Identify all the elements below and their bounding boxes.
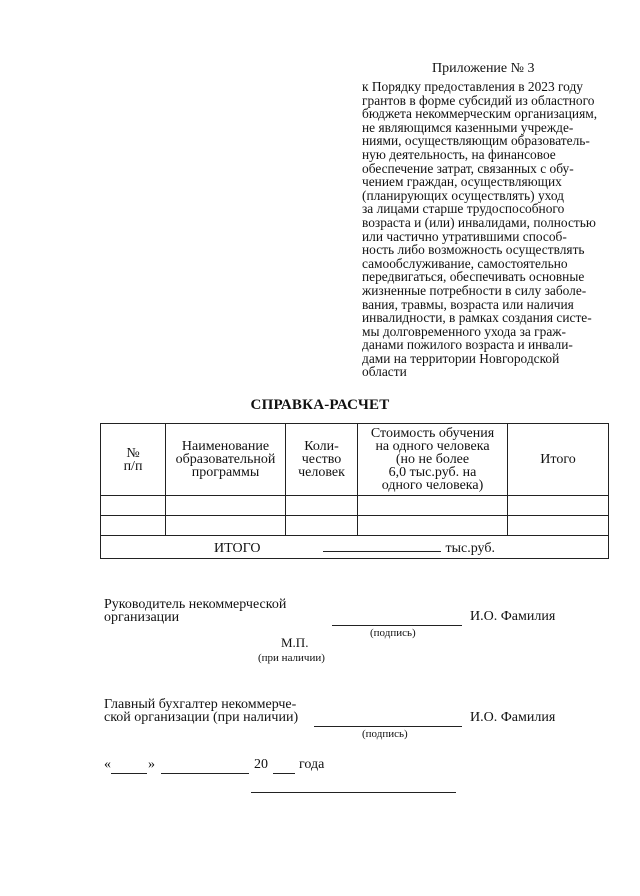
director-signature-caption: (подпись)	[370, 627, 416, 639]
date-year-suffix: года	[299, 757, 325, 772]
header-total: Итого	[508, 424, 609, 496]
header-number: № п/п	[101, 424, 166, 496]
date-month-line	[161, 772, 249, 774]
appendix-line: ную деятельность, на финансовое	[362, 146, 556, 162]
appendix-line: самообслуживание, самостоятельно	[362, 255, 568, 271]
accountant-label-line2: ской организации (при наличии)	[104, 710, 299, 725]
table-cell	[101, 516, 166, 536]
appendix-line: ность либо возможность осуществлять	[362, 242, 585, 258]
director-name: И.О. Фамилия	[470, 609, 556, 624]
appendix-line: передвигаться, обеспечивать основные	[362, 269, 585, 285]
table-header-row	[101, 424, 609, 496]
document-title: СПРАВКА-РАСЧЕТ	[250, 397, 390, 413]
table-row	[101, 496, 609, 516]
appendix-line: не являющимся казенными учрежде-	[362, 119, 574, 135]
stamp-label: М.П.	[281, 635, 309, 650]
table-cell	[286, 516, 358, 536]
appendix-line: дами на территории Новгородской	[362, 350, 560, 366]
appendix-line: мы долговременного ухода за граж-	[362, 323, 567, 339]
table-cell	[166, 496, 286, 516]
total-unit: тыс.руб.	[445, 541, 495, 556]
total-cell	[101, 536, 609, 559]
stamp-note: (при наличии)	[258, 652, 325, 664]
appendix-line: грантов в форме субсидий из областного	[362, 92, 595, 108]
appendix-line: обеспечение затрат, связанных с обу-	[362, 160, 574, 176]
appendix-line: бюджета некоммерческим организациям,	[362, 106, 598, 122]
table-row	[101, 516, 609, 536]
accountant-label-line1: Главный бухгалтер некоммерче-	[104, 697, 297, 712]
table-cell	[286, 496, 358, 516]
accountant-signature-caption: (подпись)	[362, 728, 408, 740]
table-cell	[508, 496, 609, 516]
table-cell	[101, 496, 166, 516]
table-cell	[358, 516, 508, 536]
calculation-table	[100, 423, 609, 559]
director-label-line2: организации	[104, 610, 180, 625]
appendix-line: возраста и (или) инвалидами, полностью	[362, 214, 596, 230]
appendix-line: жизненные потребности в силу заболе-	[362, 282, 587, 298]
appendix-title: Приложение № 3	[432, 61, 535, 76]
header-program-name: Наименование образовательной программы	[166, 424, 286, 496]
appendix-line: за лицами старше трудоспособного	[362, 201, 565, 217]
accountant-signature-line	[314, 725, 462, 727]
appendix-line: данами пожилого возраста и инвали-	[362, 337, 573, 353]
date-year-line	[273, 772, 295, 774]
total-label: ИТОГО	[214, 541, 261, 556]
date-close-quote: »	[148, 757, 155, 772]
appendix-line: вания, травмы, возраста или наличия	[362, 296, 574, 312]
accountant-name: И.О. Фамилия	[470, 710, 556, 725]
appendix-line: (планирующих осуществлять) уход	[362, 187, 564, 203]
date-day-line	[111, 772, 147, 774]
header-cost-per-person: Стоимость обучения на одного человека (но не более 6,0 тыс.руб. на одного человека)	[358, 424, 508, 496]
director-label-line1: Руководитель некоммерческой	[104, 597, 287, 612]
appendix-line: ниями, осуществляющим образователь-	[362, 133, 590, 149]
table-total-row	[101, 536, 609, 559]
header-people-count: Коли- чество человек	[286, 424, 358, 496]
appendix-line: области	[362, 364, 407, 380]
appendix-line: инвалидности, в рамках создания систе-	[362, 310, 592, 326]
date-open-quote: «	[104, 757, 111, 772]
appendix-line: чением граждан, осуществляющих	[362, 174, 562, 190]
appendix-line: к Порядку предоставления в 2023 году	[362, 79, 584, 94]
appendix-text	[362, 80, 614, 379]
director-signature-line	[332, 624, 462, 626]
date-year-prefix: 20	[254, 757, 268, 772]
total-amount-line	[323, 539, 441, 552]
table-cell	[508, 516, 609, 536]
appendix-line: или частично утратившими способ-	[362, 228, 567, 244]
table-cell	[358, 496, 508, 516]
table-cell	[166, 516, 286, 536]
bottom-signature-line	[251, 791, 456, 793]
